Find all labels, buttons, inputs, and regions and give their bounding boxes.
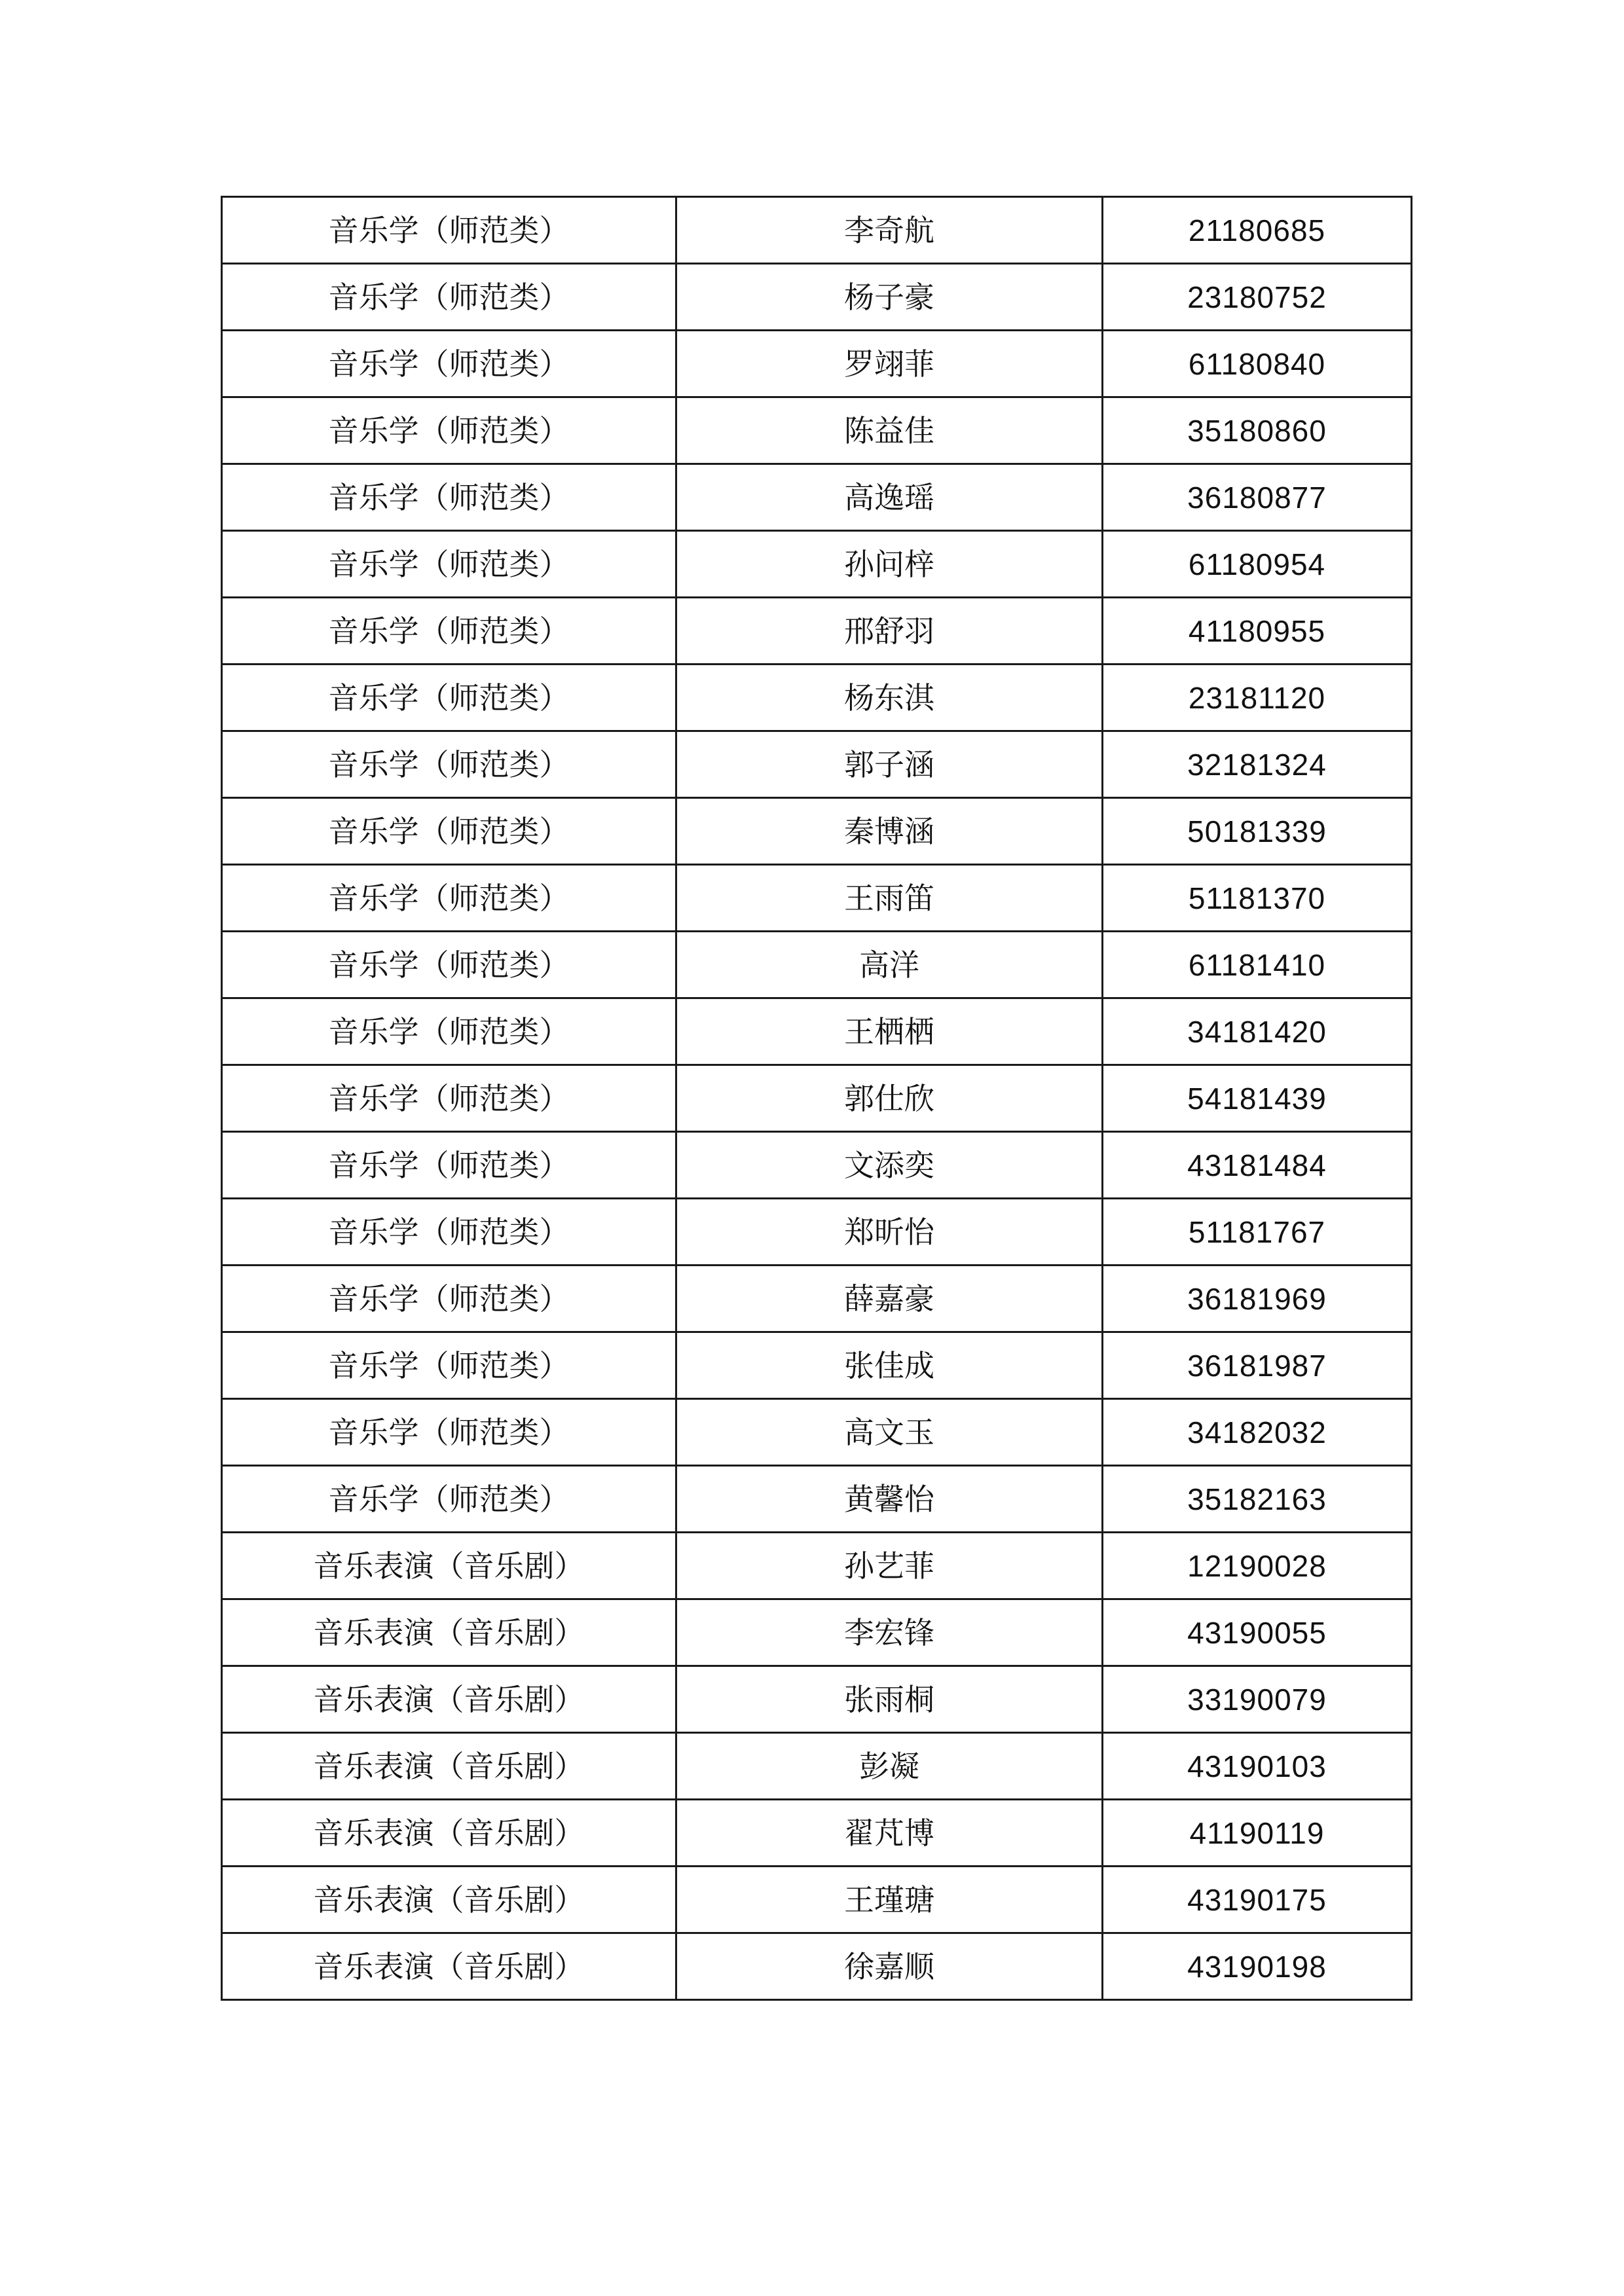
student-name-cell: 王瑾瑭 bbox=[676, 1867, 1103, 1933]
student-name-cell: 李奇航 bbox=[676, 197, 1103, 264]
table-row bbox=[222, 1065, 1412, 1132]
exam-number-cell: 43190175 bbox=[1103, 1867, 1412, 1933]
table-row bbox=[222, 1867, 1412, 1933]
major-cell: 音乐学（师范类） bbox=[222, 1399, 676, 1466]
major-cell: 音乐学（师范类） bbox=[222, 331, 676, 397]
major-cell: 音乐表演（音乐剧） bbox=[222, 1599, 676, 1666]
table-row bbox=[222, 197, 1412, 264]
student-name-cell: 邢舒羽 bbox=[676, 598, 1103, 665]
exam-number-cell: 41180955 bbox=[1103, 598, 1412, 665]
table-row bbox=[222, 1399, 1412, 1466]
major-cell: 音乐学（师范类） bbox=[222, 998, 676, 1065]
major-cell: 音乐表演（音乐剧） bbox=[222, 1533, 676, 1599]
major-cell: 音乐学（师范类） bbox=[222, 264, 676, 331]
table-row bbox=[222, 932, 1412, 998]
table-row bbox=[222, 331, 1412, 397]
exam-number-cell: 61180954 bbox=[1103, 531, 1412, 598]
student-name-cell: 张雨桐 bbox=[676, 1666, 1103, 1733]
exam-number-cell: 50181339 bbox=[1103, 798, 1412, 865]
major-cell: 音乐学（师范类） bbox=[222, 397, 676, 464]
major-cell: 音乐学（师范类） bbox=[222, 197, 676, 264]
exam-number-cell: 32181324 bbox=[1103, 731, 1412, 798]
exam-number-cell: 35180860 bbox=[1103, 397, 1412, 464]
student-name-cell: 郭仕欣 bbox=[676, 1065, 1103, 1132]
exam-number-cell: 61181410 bbox=[1103, 932, 1412, 998]
student-name-cell: 王栖栖 bbox=[676, 998, 1103, 1065]
exam-number-cell: 43190055 bbox=[1103, 1599, 1412, 1666]
exam-number-cell: 43190103 bbox=[1103, 1733, 1412, 1800]
exam-number-cell: 33190079 bbox=[1103, 1666, 1412, 1733]
table-row bbox=[222, 998, 1412, 1065]
student-name-cell: 郭子涵 bbox=[676, 731, 1103, 798]
table-row bbox=[222, 1933, 1412, 2000]
table-row bbox=[222, 1800, 1412, 1867]
table-row bbox=[222, 1466, 1412, 1533]
table-row bbox=[222, 598, 1412, 665]
student-name-cell: 罗翊菲 bbox=[676, 331, 1103, 397]
table-row bbox=[222, 264, 1412, 331]
student-name-cell: 杨子豪 bbox=[676, 264, 1103, 331]
major-cell: 音乐学（师范类） bbox=[222, 798, 676, 865]
major-cell: 音乐学（师范类） bbox=[222, 1266, 676, 1332]
table-row bbox=[222, 397, 1412, 464]
major-cell: 音乐学（师范类） bbox=[222, 865, 676, 932]
table-row bbox=[222, 665, 1412, 731]
student-name-cell: 高逸瑶 bbox=[676, 464, 1103, 531]
student-name-cell: 黄馨怡 bbox=[676, 1466, 1103, 1533]
exam-number-cell: 43181484 bbox=[1103, 1132, 1412, 1199]
exam-number-cell: 12190028 bbox=[1103, 1533, 1412, 1599]
table-body bbox=[222, 197, 1412, 2000]
table-row bbox=[222, 798, 1412, 865]
student-name-cell: 陈益佳 bbox=[676, 397, 1103, 464]
exam-number-cell: 35182163 bbox=[1103, 1466, 1412, 1533]
exam-number-cell: 41190119 bbox=[1103, 1800, 1412, 1867]
exam-number-cell: 54181439 bbox=[1103, 1065, 1412, 1132]
major-cell: 音乐学（师范类） bbox=[222, 1065, 676, 1132]
student-name-cell: 文添奕 bbox=[676, 1132, 1103, 1199]
major-cell: 音乐学（师范类） bbox=[222, 731, 676, 798]
major-cell: 音乐学（师范类） bbox=[222, 531, 676, 598]
student-name-cell: 张佳成 bbox=[676, 1332, 1103, 1399]
exam-number-cell: 36181969 bbox=[1103, 1266, 1412, 1332]
student-name-cell: 薛嘉豪 bbox=[676, 1266, 1103, 1332]
major-cell: 音乐学（师范类） bbox=[222, 1332, 676, 1399]
major-cell: 音乐学（师范类） bbox=[222, 1466, 676, 1533]
student-name-cell: 郑昕怡 bbox=[676, 1199, 1103, 1266]
exam-number-cell: 51181370 bbox=[1103, 865, 1412, 932]
student-name-cell: 李宏锋 bbox=[676, 1599, 1103, 1666]
student-name-cell: 彭凝 bbox=[676, 1733, 1103, 1800]
major-cell: 音乐学（师范类） bbox=[222, 665, 676, 731]
exam-number-cell: 34182032 bbox=[1103, 1399, 1412, 1466]
exam-number-cell: 23180752 bbox=[1103, 264, 1412, 331]
major-cell: 音乐表演（音乐剧） bbox=[222, 1800, 676, 1867]
student-name-cell: 高文玉 bbox=[676, 1399, 1103, 1466]
student-name-cell: 王雨笛 bbox=[676, 865, 1103, 932]
student-name-cell: 杨东淇 bbox=[676, 665, 1103, 731]
student-name-cell: 孙问梓 bbox=[676, 531, 1103, 598]
exam-number-cell: 43190198 bbox=[1103, 1933, 1412, 2000]
major-cell: 音乐学（师范类） bbox=[222, 1199, 676, 1266]
table-row bbox=[222, 1132, 1412, 1199]
major-cell: 音乐表演（音乐剧） bbox=[222, 1666, 676, 1733]
student-name-cell: 孙艺菲 bbox=[676, 1533, 1103, 1599]
exam-number-cell: 23181120 bbox=[1103, 665, 1412, 731]
major-cell: 音乐学（师范类） bbox=[222, 1132, 676, 1199]
table-row bbox=[222, 865, 1412, 932]
major-cell: 音乐学（师范类） bbox=[222, 598, 676, 665]
student-name-cell: 秦博涵 bbox=[676, 798, 1103, 865]
exam-number-cell: 51181767 bbox=[1103, 1199, 1412, 1266]
exam-number-cell: 61180840 bbox=[1103, 331, 1412, 397]
table-row bbox=[222, 1332, 1412, 1399]
table-row bbox=[222, 1533, 1412, 1599]
major-cell: 音乐学（师范类） bbox=[222, 932, 676, 998]
major-cell: 音乐学（师范类） bbox=[222, 464, 676, 531]
table-row bbox=[222, 1599, 1412, 1666]
table-row bbox=[222, 1733, 1412, 1800]
major-cell: 音乐表演（音乐剧） bbox=[222, 1733, 676, 1800]
table-row bbox=[222, 731, 1412, 798]
major-cell: 音乐表演（音乐剧） bbox=[222, 1867, 676, 1933]
table-row bbox=[222, 1199, 1412, 1266]
student-name-cell: 高洋 bbox=[676, 932, 1103, 998]
student-name-cell: 翟芃博 bbox=[676, 1800, 1103, 1867]
admission-list-table bbox=[221, 196, 1412, 2001]
student-name-cell: 徐嘉顺 bbox=[676, 1933, 1103, 2000]
exam-number-cell: 34181420 bbox=[1103, 998, 1412, 1065]
exam-number-cell: 21180685 bbox=[1103, 197, 1412, 264]
table-row bbox=[222, 1266, 1412, 1332]
table-row bbox=[222, 531, 1412, 598]
table-row bbox=[222, 464, 1412, 531]
table-row bbox=[222, 1666, 1412, 1733]
major-cell: 音乐表演（音乐剧） bbox=[222, 1933, 676, 2000]
exam-number-cell: 36180877 bbox=[1103, 464, 1412, 531]
exam-number-cell: 36181987 bbox=[1103, 1332, 1412, 1399]
